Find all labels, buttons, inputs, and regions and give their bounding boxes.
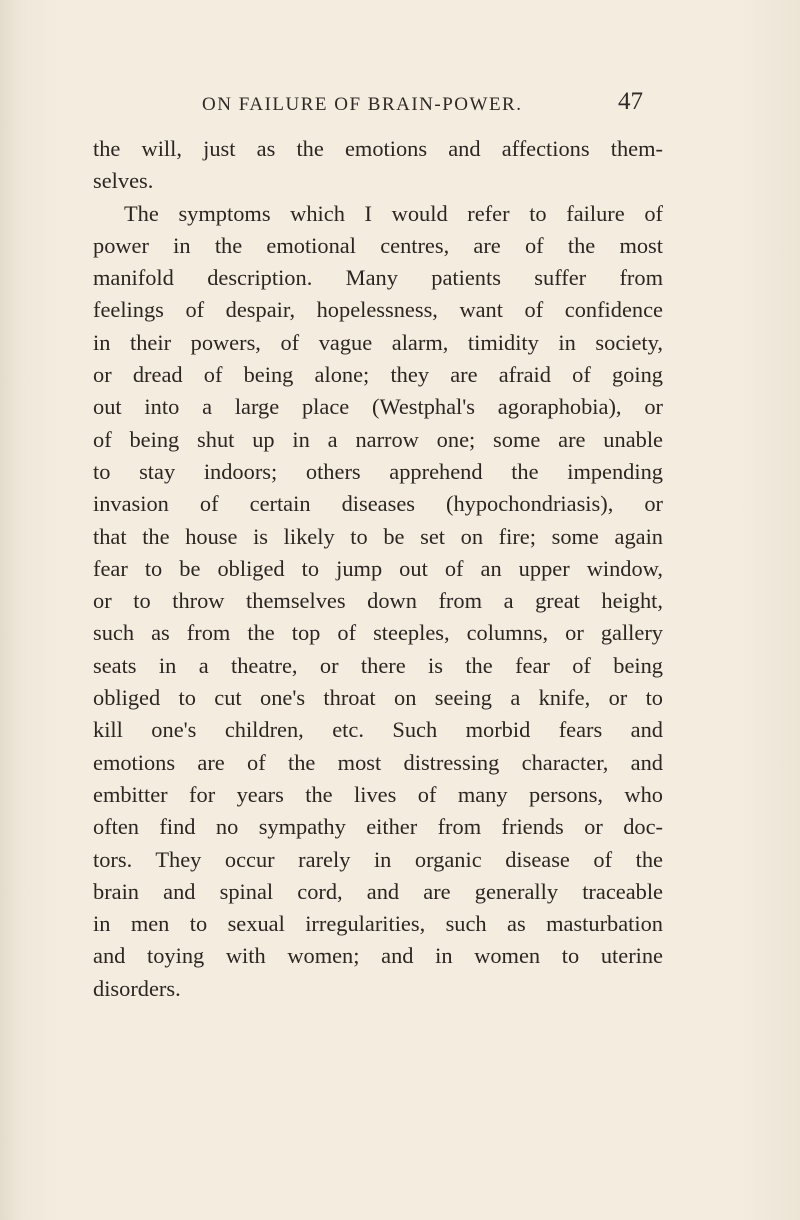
text-line: obliged to cut one's throat on seeing a knife, or to [93,685,663,711]
text-line: that the house is likely to be set on fire; some again [93,523,663,549]
text-line: tors. They occur rarely in organic disease of the [93,846,663,872]
text-line: fear to be obliged to jump out of an upper window, [93,555,663,581]
text-line: emotions are of the most distressing character, and [93,749,663,775]
text-line: the will, just as the emotions and affections them- [93,136,663,161]
text-line: invasion of certain diseases (hypochondriasis), or [93,491,663,517]
text-line: seats in a theatre, or there is the fear of being [93,652,663,678]
text-line: brain and spinal cord, and are generally traceable [93,878,663,904]
text-line: embitter for years the lives of many persons, who [93,781,663,807]
text-line: out into a large place (Westphal's agoraphobia), or [93,394,663,420]
body-text [93,133,663,1005]
text-line: manifold description. Many patients suffer from [93,265,663,291]
running-title: ON FAILURE OF BRAIN-POWER. [202,94,523,115]
text-line: in men to sexual irregularities, such as masturbation [93,911,663,937]
text-line: power in the emotional centres, are of the most [93,232,663,258]
text-line: disorders. [93,975,181,1001]
text-line: such as from the top of steeples, columns, or gallery [93,620,663,646]
text-line: often find no sympathy either from friends or doc- [93,814,663,840]
text-line: in their powers, of vague alarm, timidity in society, [93,329,663,355]
text-line: selves. [93,168,154,194]
text-line: The symptoms which I would refer to failure of [124,200,663,226]
page-number: 47 [618,88,643,115]
text-line: kill one's children, etc. Such morbid fears and [93,717,663,743]
text-line: or to throw themselves down from a great height, [93,588,663,614]
text-line: to stay indoors; others apprehend the impending [93,458,663,484]
text-line: of being shut up in a narrow one; some are unable [93,426,663,452]
text-line: and toying with women; and in women to uterine [93,943,663,969]
text-line: feelings of despair, hopelessness, want of confidence [93,297,663,323]
running-head [0,88,800,120]
text-line: or dread of being alone; they are afraid of going [93,362,663,388]
